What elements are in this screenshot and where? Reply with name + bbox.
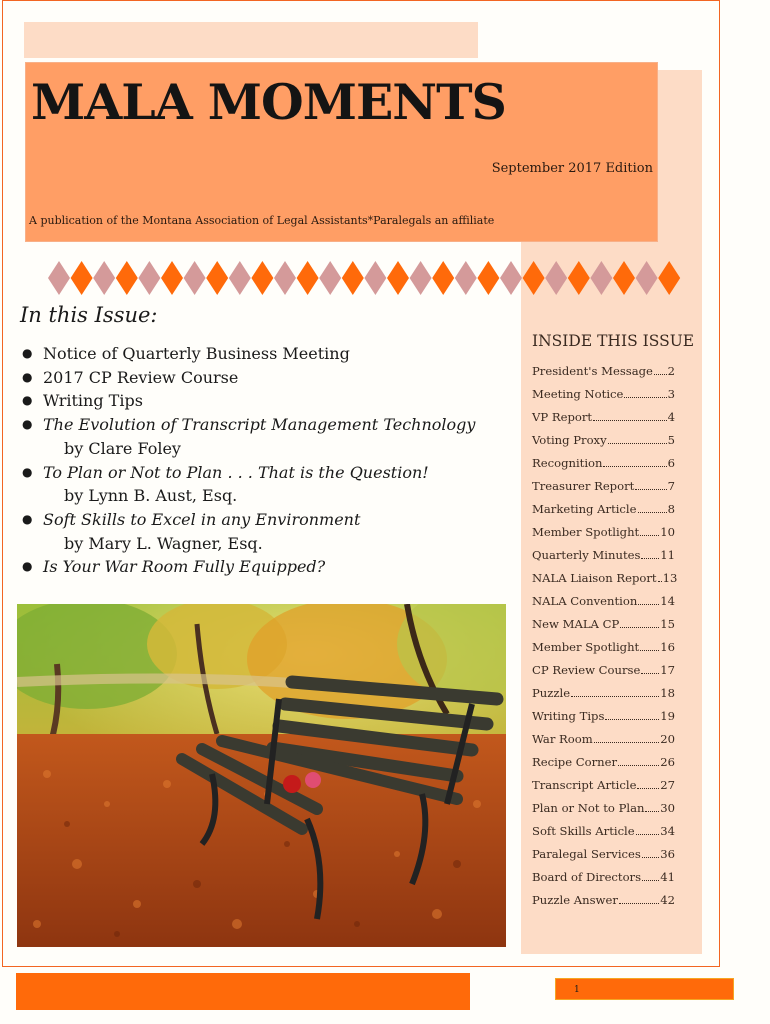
bullet-icon: ● [22,346,33,360]
toc-item-label: War Room [532,732,593,746]
issue-item-byline: by Lynn B. Aust, Esq. [64,486,238,506]
toc-item [532,683,675,706]
issue-item-byline: by Mary L. Wagner, Esq. [64,533,263,553]
top-decor-band [24,22,478,58]
toc-item-label: Treasurer Report [532,479,635,493]
toc-dot-leader [620,627,659,628]
diamond-shape [48,261,70,295]
toc-item-label: President's Message [532,364,653,378]
diamond-shape [342,261,364,295]
toc-dot-leader [637,788,659,789]
toc-dot-leader [642,857,659,858]
toc-item-label: Soft Skills Article [532,824,635,838]
toc-dot-leader [593,420,667,421]
page-number-box [555,978,734,1000]
toc-item [532,568,678,591]
issue-item [22,508,512,555]
toc-dot-leader [618,765,659,766]
toc-dot-leader [658,581,662,582]
toc-item-label: VP Report [532,410,593,424]
inside-this-issue-heading: INSIDE THIS ISSUE [532,332,695,350]
toc-dot-leader [636,834,660,835]
footer-bar [16,973,470,1010]
toc-dot-leader [619,903,659,904]
diamond-shape [319,261,341,295]
toc-item-page: 15 [660,617,675,631]
toc-dot-leader [638,604,659,605]
toc-item [532,591,675,614]
issue-item [22,461,512,508]
toc-item [532,430,675,453]
toc-item [532,729,675,752]
diamond-shape [523,261,545,295]
diamond-shape [613,261,635,295]
issue-item-text: Soft Skills to Excel in any Environment [43,509,361,529]
toc-item-page: 27 [660,778,675,792]
toc-item-label: NALA Liaison Report [532,571,657,585]
diamond-shape [251,261,273,295]
diamond-shape [636,261,658,295]
toc-item-label: Member Spotlight [532,640,640,654]
bullet-icon: ● [22,393,33,408]
toc-item-page: 11 [660,548,675,562]
diamond-shape [161,261,183,295]
diamond-shape [545,261,567,295]
toc-item-label: Writing Tips [532,709,605,723]
diamond-shape [590,261,612,295]
bullet-icon: ● [22,511,33,526]
toc-item [532,752,675,775]
toc-item-page: 13 [662,571,678,585]
toc-item [532,522,675,545]
toc-dot-leader [605,719,659,720]
toc-item-page: 34 [660,824,675,838]
toc-item [532,499,675,522]
issue-list [22,342,512,579]
toc-item-label: Member Spotlight [532,525,640,539]
toc-dot-leader [571,696,659,697]
masthead [25,62,658,242]
toc-item-label: Recognition [532,456,603,470]
bench-illustration [17,604,506,947]
toc-item-page: 41 [660,870,675,884]
issue-item-text: To Plan or Not to Plan . . . That is the Question! [43,462,429,482]
diamond-shape [138,261,160,295]
issue-item-text: 2017 CP Review Course [43,367,239,387]
diamond-shape [184,261,206,295]
toc-dot-leader [641,558,659,559]
issue-item [22,342,512,366]
issue-item-byline: by Clare Foley [64,438,181,458]
toc-item [532,453,675,476]
diamond-shape [410,261,432,295]
bullet-icon: ● [22,369,33,384]
diamond-shape [432,261,454,295]
diamond-shape [500,261,522,295]
toc-dot-leader [608,443,667,444]
toc-item [532,706,675,729]
toc-dot-leader [635,489,666,490]
toc-dot-leader [638,512,667,513]
toc-dot-leader [640,535,659,536]
toc-item [532,476,675,499]
toc-dot-leader [645,811,659,812]
toc-item-label: Voting Proxy [532,433,607,447]
toc-item [532,798,675,821]
toc-item-page: 26 [660,755,675,769]
diamond-shape [274,261,296,295]
diamond-shape [477,261,499,295]
toc-item-label: Quarterly Minutes [532,548,641,562]
toc-item-page: 18 [660,686,675,700]
toc-item-label: Plan or Not to Plan [532,801,645,815]
bullet-icon: ● [22,464,33,479]
toc-item [532,407,675,430]
diamond-shape [455,261,477,295]
toc-item [532,614,675,637]
toc-item [532,821,675,844]
toc-item [532,867,675,890]
toc-item-label: Board of Directors [532,870,642,884]
toc-item-label: NALA Convention [532,594,638,608]
toc-item [532,775,675,798]
toc-item-label: Recipe Corner [532,755,618,769]
toc-item-label: New MALA CP [532,617,620,631]
toc-dot-leader [654,374,667,375]
diamond-shape [116,261,138,295]
toc-item [532,361,675,384]
toc-dot-leader [603,466,666,467]
diamond-shape [206,261,228,295]
toc-item-label: Paralegal Services [532,847,641,861]
toc-item-page: 7 [667,479,675,493]
toc-dot-leader [642,880,659,881]
publication-tagline: A publication of the Montana Association of Legal Assistants*Paralegals an affiliate [29,214,495,227]
toc-item [532,844,675,867]
toc-item [532,890,675,913]
toc-item-page: 30 [660,801,675,815]
diamond-shape [568,261,590,295]
issue-item [22,366,512,390]
toc-item-page: 14 [660,594,675,608]
toc-item-page: 36 [660,847,675,861]
diamond-shape [387,261,409,295]
newsletter-title: MALA MOMENTS [31,73,506,131]
diamond-shape [658,261,680,295]
in-this-issue-heading: In this Issue: [20,303,158,327]
bullet-icon: ● [22,417,33,432]
toc-item-label: Puzzle Answer [532,893,618,907]
edition-label: September 2017 Edition [491,161,653,176]
toc-item-label: CP Review Course [532,663,641,677]
toc-dot-leader [640,650,659,651]
page-number: 1 [574,985,580,995]
toc-item [532,384,675,407]
diamond-shape [297,261,319,295]
issue-item [22,413,512,460]
autumn-bench-photo [17,604,506,947]
toc-item [532,545,675,568]
toc-item-label: Transcript Article [532,778,637,792]
toc-item [532,637,675,660]
toc-item-page: 42 [660,893,675,907]
toc-dot-leader [624,397,666,398]
diamond-shape [364,261,386,295]
toc-list [532,361,678,913]
toc-item-label: Puzzle [532,686,571,700]
issue-item-text: The Evolution of Transcript Management Technology [43,415,476,435]
toc-item-page: 6 [667,456,675,470]
toc-dot-leader [594,742,660,743]
toc-item-page: 3 [667,387,675,401]
diamond-shape [93,261,115,295]
toc-item-label: Marketing Article [532,502,637,516]
issue-item-text: Is Your War Room Fully Equipped? [43,557,326,577]
issue-item [22,389,512,413]
toc-dot-leader [641,673,659,674]
toc-item-label: Meeting Notice [532,387,624,401]
bullet-icon: ● [22,559,33,574]
toc-item-page: 16 [660,640,675,654]
toc-item-page: 4 [667,410,675,424]
toc-item-page: 20 [660,732,675,746]
toc-item-page: 19 [660,709,675,723]
toc-item-page: 17 [660,663,675,677]
toc-item-page: 5 [667,433,675,447]
toc-item-page: 2 [667,364,675,378]
issue-item [22,555,512,579]
diamond-shape [71,261,93,295]
toc-item [532,660,675,683]
issue-item-text: Notice of Quarterly Business Meeting [43,344,350,363]
diamond-shape [229,261,251,295]
toc-item-page: 8 [667,502,675,516]
diamond-border [48,260,682,296]
issue-item-text: Writing Tips [43,391,143,411]
toc-item-page: 10 [660,525,675,539]
